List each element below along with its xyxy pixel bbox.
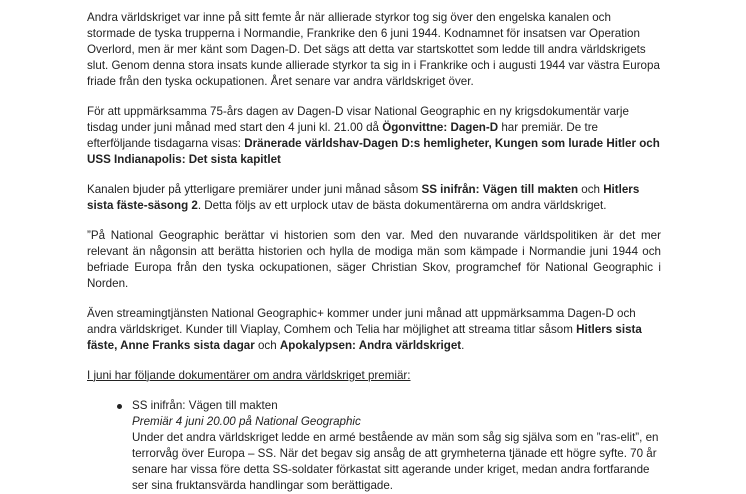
premiere-title-hitler: Hitlers sista fäste-säsong 2: [87, 183, 640, 212]
following-titles: Dränerade världshav-Dagen D:s hemligheter, Kungen som lurade Hitler och USS Indianapolis: Det sista kapitlet: [87, 137, 660, 166]
intro-paragraph: [87, 10, 661, 90]
press-release-document: [87, 10, 661, 494]
streaming-titles-a: Hitlers sista fäste, Anne Franks sista dagar: [87, 323, 642, 352]
channel-premieres-paragraph: [87, 182, 661, 214]
quote-text: ”På National Geographic berättar vi historien som den var. Med den nuvarande världspolitiken är det mer relevant än någonsin att berätta historien och hylla de modiga män som kämpade i Normandie juni 1944 och befriade Europa från den tyska ockupationen, säger Christian Skov, programchef för National Geographic i Norden.: [87, 229, 661, 290]
streaming-paragraph: [87, 306, 661, 354]
documentary-description: Under det andra världskriget ledde en armé bestående av män som såg sig själva som en ”ras-elit”, en terrorvåg över Europa – SS. När det begav sig ansåg de att grymheterna tjänade ett högre syfte. 70 år senare har vissa före detta SS-soldater förkastat sitt agerande under kriget, medan andra fortfarande ser sina fruktansvärda handlingar som berättigade.: [132, 431, 659, 492]
anniversary-text-a: För att uppmärksamma 75-års dagen av Dagen-D visar National Geographic en ny krigsdokumentär varje tisdag under juni månad med start den 4 juni kl. 21.00 då: [87, 105, 629, 134]
channel-text-a: Kanalen bjuder på ytterligare premiärer under juni månad såsom: [87, 183, 422, 196]
bullet-icon: [117, 404, 122, 409]
list-item: [87, 398, 661, 494]
streaming-titles-b: Apokalypsen: Andra världskriget: [279, 339, 462, 352]
documentary-list: [87, 398, 661, 494]
intro-text: Andra världskriget var inne på sitt femte år när allierade styrkor tog sig över den engelska kanalen och stormade de tyska trupperna i Normandie, Frankrike den 6 juni 1944. Kodnamnet för insatsen var Operation Overlord, men är mer känt som Dagen-D. Det sägs att detta var startskottet som ledde till andra världskrigets slut. Genom denna stora insats kunde allierade styrkor ta sig in i Frankrike och i augusti 1944 var västra Europa friade från den tyska ockupationen. Året senare var andra världskriget över.: [87, 11, 660, 88]
quote-paragraph: [87, 228, 661, 292]
streaming-text-a: Även streamingtjänsten National Geographic+ kommer under juni månad att uppmärksamma Dagen-D och andra världskriget. Kunder till Viaplay, Comhem och Telia har möjlighet att streama titlar såsom: [87, 307, 636, 336]
channel-text-b: och: [578, 183, 604, 196]
anniversary-paragraph: [87, 104, 661, 168]
documentary-premiere-info: Premiär 4 juni 20.00 på National Geographic: [132, 415, 361, 428]
streaming-text-b: och: [254, 339, 280, 352]
anniversary-text-b: har premiär. De tre efterföljande tisdagarna visas:: [87, 121, 598, 150]
channel-text-c: . Detta följs av ett urplock utav de bästa dokumentärerna om andra världskriget.: [197, 199, 607, 212]
premiere-title-ss: SS inifrån: Vägen till makten: [421, 183, 579, 196]
streaming-text-c: .: [461, 339, 465, 352]
documentary-title: SS inifrån: Vägen till makten: [132, 399, 278, 412]
documentary-list-heading: I juni har följande dokumentärer om andra världskriget premiär:: [87, 369, 411, 382]
premiere-title-eyewitness: Ögonvittne: Dagen-D: [382, 121, 499, 134]
